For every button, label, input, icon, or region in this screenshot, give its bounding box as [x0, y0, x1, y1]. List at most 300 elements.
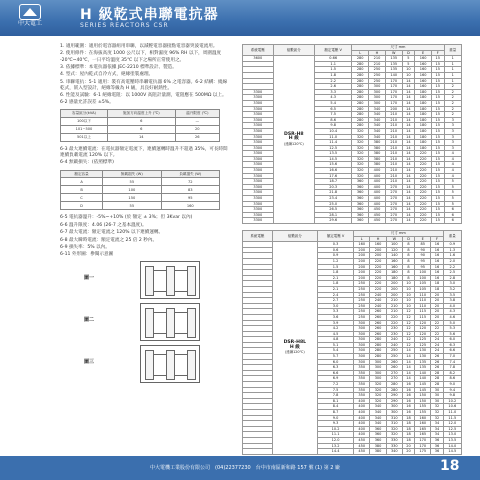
- spec-cell: 4.6: [443, 314, 461, 320]
- spec-cell: 36: [431, 443, 443, 449]
- spec-cell: 3300: [243, 140, 274, 146]
- spec-cell: 300: [386, 410, 402, 416]
- spec-cell: 15: [431, 168, 444, 174]
- spec-cell: 2.4: [318, 292, 354, 298]
- spec-cell: 180: [415, 112, 432, 118]
- diagram-coil: [166, 308, 175, 338]
- spec-cell: 12: [402, 320, 414, 326]
- spec-cell: 14: [402, 354, 414, 360]
- spec-cell: 135: [385, 67, 402, 73]
- spec-header-cell: 尺寸 mm: [352, 45, 444, 51]
- spec-cell: 5.6: [443, 331, 461, 337]
- note-paragraph: 2. 使用條件：在海拔高度 1000 公尺以下，相對濕度 96% RH 以下，周圍溫度 -20℃~40℃，一日平均溫度 35℃ 以下之場所正常使用之。: [60, 51, 222, 63]
- spec-cell: 320: [352, 168, 369, 174]
- spec-cell: 15: [431, 100, 444, 106]
- spec-cell: 320: [370, 398, 386, 404]
- spec-cell: 360: [370, 437, 386, 443]
- spec-cell: 1: [444, 78, 461, 84]
- spec-cell: 380: [369, 140, 386, 146]
- table-cell: 6: [107, 125, 175, 133]
- spec-cell: 240: [386, 337, 402, 343]
- notes-section-2: [60, 147, 230, 167]
- spec-cell: 120: [415, 320, 431, 326]
- spec-cell: 28: [431, 376, 443, 382]
- spec-cell: 300: [354, 331, 370, 337]
- spec-cell: 26.5: [315, 207, 352, 213]
- note-paragraph: 6-5 電抗器溫升：-5%~+10% (於 額定 ± 3%；但 3Kvar 以內): [60, 215, 193, 221]
- spec-cell: 280: [352, 117, 369, 123]
- spec-cell: 15: [431, 201, 444, 207]
- spec-cell: 400: [369, 179, 386, 185]
- spec-cell: 330: [386, 443, 402, 449]
- spec-cell: 240: [370, 298, 386, 304]
- spec-cell: 14: [402, 134, 415, 140]
- spec-cell: 280: [352, 112, 369, 118]
- spec-cell: 360: [352, 190, 369, 196]
- spec-cell: 10: [402, 281, 414, 287]
- spec-cell: 350: [354, 376, 370, 382]
- spec-cell: 280: [352, 100, 369, 106]
- table-row: [61, 202, 220, 210]
- spec-cell: 9.8: [443, 393, 461, 399]
- table-header-row: [61, 109, 220, 117]
- spec-header-cell: 組數區分: [272, 231, 317, 242]
- spec-cell: 340: [370, 421, 386, 427]
- spec-cell: 15: [431, 106, 444, 112]
- spec-cell: 110: [415, 298, 431, 304]
- table-cell: 6: [107, 117, 175, 125]
- diagram-drawing: [140, 345, 200, 383]
- spec-cell: 300: [369, 84, 386, 90]
- spec-cell: 16: [402, 410, 414, 416]
- spec-cell: 250: [354, 292, 370, 298]
- table-cell: D: [61, 202, 103, 210]
- table-cell: 100: [103, 186, 161, 194]
- spec-cell: 180: [415, 123, 432, 129]
- spec-subheader-cell: L: [352, 50, 369, 56]
- spec-cell: 350: [354, 387, 370, 393]
- spec-cell: 160: [415, 78, 432, 84]
- spec-cell: 250: [369, 72, 386, 78]
- spec-cell: 5: [444, 184, 461, 190]
- spec-cell: 220: [415, 201, 432, 207]
- spec-cell: 400: [369, 190, 386, 196]
- spec-cell: 180: [415, 100, 432, 106]
- spec-cell: 5: [444, 190, 461, 196]
- spec-cell: 210: [385, 168, 402, 174]
- spec-cell: 6.3: [318, 365, 354, 371]
- spec-cell: 3300: [243, 218, 274, 224]
- spec-cell: 3300: [243, 184, 274, 190]
- spec-cell: 320: [352, 145, 369, 151]
- spec-cell: 18: [402, 421, 414, 427]
- spec-cell: 7.4: [443, 359, 461, 365]
- spec-subheader-cell: D: [402, 50, 415, 56]
- table-row: [61, 125, 220, 133]
- table-cell: 20: [175, 125, 219, 133]
- spec-cell: 20: [431, 314, 443, 320]
- spec-cell: 6.5: [315, 106, 352, 112]
- spec-cell: 260: [370, 309, 386, 315]
- logo-icon: [19, 4, 41, 20]
- spec-cell: 260: [370, 331, 386, 337]
- spec-cell: 280: [370, 337, 386, 343]
- spec-cell: 380: [369, 145, 386, 151]
- spec-cell: 220: [370, 275, 386, 281]
- spec-cell: 12.5: [315, 145, 352, 151]
- spec-cell: 15.6: [315, 162, 352, 168]
- note-paragraph: 4. 型式：屋內乾式自冷方式，絕緣塗裝處理。: [60, 72, 154, 78]
- table-row: [61, 194, 220, 202]
- spec-cell: 15: [431, 123, 444, 129]
- spec-cell: 15: [431, 72, 444, 78]
- spec-cell: 4.0: [443, 303, 461, 309]
- spec-cell: 8: [402, 258, 414, 264]
- spec-cell: 3300: [243, 196, 274, 202]
- table-cell: B: [61, 186, 103, 194]
- spec-cell: 230: [386, 331, 402, 337]
- spec-cell: 14: [402, 376, 414, 382]
- table-row: [61, 178, 220, 186]
- spec-cell: 250: [354, 314, 370, 320]
- spec-cell: 6.0: [318, 359, 354, 365]
- spec-cell: 260: [386, 365, 402, 371]
- spec-cell: 18: [402, 415, 414, 421]
- spec-cell: 180: [415, 140, 432, 146]
- page-title: H 級乾式串聯電抗器: [80, 7, 219, 23]
- spec-cell: 220: [415, 207, 432, 213]
- spec-cell: 6.6: [443, 348, 461, 354]
- note-paragraph: 3. 依據標準：本電抗器依據 JEC-2210 標準設計、製造。: [60, 64, 177, 70]
- spec-cell: 120: [386, 247, 402, 253]
- spec-cell: 300: [369, 95, 386, 101]
- spec-cell: 220: [415, 173, 432, 179]
- model-name: DSR-H8L: [283, 340, 307, 346]
- spec-cell: 145: [415, 387, 431, 393]
- spec-cell: 14: [402, 201, 415, 207]
- spec-cell: 14: [402, 140, 415, 146]
- spec-cell: 0.6: [318, 247, 354, 253]
- table-header-cell: 施加方向溫度上升 (℃): [107, 109, 175, 117]
- spec-cell: 3300: [243, 173, 274, 179]
- spec-cell: 18: [402, 437, 414, 443]
- spec-cell: 400: [354, 404, 370, 410]
- note-paragraph: 1. 適用範圍：適用於電容器組用串聯，以減輕電容器接點電容器突波電流用。: [60, 44, 218, 49]
- table-cell: 55: [103, 178, 161, 186]
- spec-cell: 115: [415, 314, 431, 320]
- spec-cell: 14: [402, 95, 415, 101]
- spec-cell: 3300: [243, 123, 274, 129]
- spec-cell: 8: [402, 264, 414, 270]
- spec-cell: 15: [431, 218, 444, 224]
- spec-cell: 4: [444, 168, 461, 174]
- spec-cell: 300: [370, 359, 386, 365]
- spec-cell: 26: [431, 365, 443, 371]
- spec-cell: 210: [385, 179, 402, 185]
- spec-cell: 300: [370, 370, 386, 376]
- spec-cell: 15: [431, 145, 444, 151]
- spec-cell: 250: [354, 309, 370, 315]
- spec-subheader-cell: E: [415, 50, 432, 56]
- table-cell: 150: [103, 194, 161, 202]
- spec-cell: 16: [402, 387, 414, 393]
- spec-cell: 280: [370, 342, 386, 348]
- spec-cell: 10.2: [443, 398, 461, 404]
- spec-cell: 320: [386, 432, 402, 438]
- spec-cell: 270: [385, 201, 402, 207]
- spec-cell: 3300: [243, 151, 274, 157]
- spec-cell: 8: [402, 275, 414, 281]
- model-class: H 級: [289, 344, 300, 350]
- spec-cell: 2: [444, 95, 461, 101]
- table-header-cell: 容量區分(kVA): [61, 109, 108, 117]
- model-cell: [272, 242, 317, 455]
- spec-cell: 18.7: [315, 179, 352, 185]
- spec-header-cell: 系統電壓: [243, 45, 274, 56]
- spec-cell: 8.6: [315, 117, 352, 123]
- spec-cell: 280: [352, 72, 369, 78]
- outline-diagram: [60, 345, 230, 385]
- spec-cell: 5: [444, 179, 461, 185]
- spec-cell: 13.0: [443, 432, 461, 438]
- spec-cell: 15: [431, 190, 444, 196]
- spec-cell: 220: [415, 151, 432, 157]
- diagram-coil: [187, 266, 196, 296]
- diagram-coil: [187, 350, 196, 380]
- spec-cell: 340: [369, 128, 386, 134]
- spec-cell: 16: [431, 253, 443, 259]
- spec-cell: 30: [431, 393, 443, 399]
- spec-cell: 210: [385, 140, 402, 146]
- spec-header-cell: 額定電壓 V: [318, 231, 354, 242]
- spec-cell: 360: [370, 432, 386, 438]
- spec-cell: 450: [354, 449, 370, 455]
- spec-cell: 280: [352, 106, 369, 112]
- spec-cell: 10.2: [318, 426, 354, 432]
- spec-cell: 260: [370, 314, 386, 320]
- model-note: (連續120℃): [284, 350, 305, 355]
- spec-cell: 135: [385, 61, 402, 67]
- spec-cell: 1.8: [318, 270, 354, 276]
- spec-cell: 3300: [243, 106, 274, 112]
- spec-cell: 300: [354, 326, 370, 332]
- temperature-table: [60, 109, 220, 142]
- spec-subheader-cell: H: [369, 50, 386, 56]
- spec-cell: 220: [370, 286, 386, 292]
- spec-cell: 34: [431, 426, 443, 432]
- spec-cell: 0.3: [318, 242, 354, 248]
- spec-cell: 320: [352, 173, 369, 179]
- spec-cell: 140: [415, 370, 431, 376]
- spec-cell: 210: [385, 117, 402, 123]
- spec-cell: 15: [431, 212, 444, 218]
- outline-diagram: [60, 261, 230, 301]
- spec-cell: 11.0: [315, 134, 352, 140]
- spec-cell: 360: [352, 196, 369, 202]
- spec-cell: 320: [352, 156, 369, 162]
- spec-cell: 220: [370, 281, 386, 287]
- spec-cell: 90: [415, 253, 431, 259]
- spec-cell: 95: [415, 264, 431, 270]
- spec-cell: 3300: [243, 212, 274, 218]
- spec-cell: 7.2: [318, 382, 354, 388]
- spec-cell: 1.5: [315, 67, 352, 73]
- spec-cell: 10: [402, 298, 414, 304]
- spec-cell: 29.6: [315, 218, 352, 224]
- spec-cell: 165: [415, 432, 431, 438]
- spec-cell: 26: [431, 359, 443, 365]
- spec-cell: 250: [354, 281, 370, 287]
- spec-cell: 15: [431, 56, 444, 62]
- spec-cell: 15: [431, 207, 444, 213]
- spec-cell: 7.0: [443, 354, 461, 360]
- spec-cell: 14: [402, 348, 414, 354]
- diagram-label: 圖二: [84, 316, 95, 323]
- spec-cell: 3300: [243, 112, 274, 118]
- spec-cell: 165: [415, 426, 431, 432]
- spec-cell: 34: [431, 432, 443, 438]
- spec-cell: 15: [431, 117, 444, 123]
- spec-cell: 15: [431, 134, 444, 140]
- spec-cell: 10: [402, 292, 414, 298]
- spec-cell: 15: [431, 128, 444, 134]
- spec-cell: 150: [415, 393, 431, 399]
- spec-cell: 24: [431, 348, 443, 354]
- spec-cell: 450: [369, 212, 386, 218]
- spec-cell: 20: [402, 449, 414, 455]
- spec-cell: 5: [444, 201, 461, 207]
- spec-cell: 5.7: [318, 354, 354, 360]
- spec-cell: 300: [354, 354, 370, 360]
- spec-cell: 1: [444, 67, 461, 73]
- spec-cell: 220: [415, 184, 432, 190]
- spec-cell: 14.0: [443, 443, 461, 449]
- spec-cell: 350: [354, 382, 370, 388]
- spec-cell: 20: [431, 292, 443, 298]
- spec-cell: 34: [431, 421, 443, 427]
- spec-cell: 320: [386, 426, 402, 432]
- spec-cell: 170: [385, 84, 402, 90]
- spec-cell: 12: [402, 309, 414, 315]
- spec-cell: 6.0: [443, 337, 461, 343]
- table-cell: 160: [161, 202, 219, 210]
- spec-cell: 220: [370, 258, 386, 264]
- spec-cell: 8: [402, 270, 414, 276]
- spec-subheader-cell: W: [385, 50, 402, 56]
- spec-cell: 360: [352, 184, 369, 190]
- spec-cell: 28: [431, 370, 443, 376]
- spec-cell: 3.0: [318, 303, 354, 309]
- spec-cell: 15: [431, 89, 444, 95]
- spec-cell: 21.8: [315, 190, 352, 196]
- spec-cell: 2: [444, 100, 461, 106]
- spec-cell: 4.5: [318, 331, 354, 337]
- spec-cell: 400: [354, 432, 370, 438]
- page-header: [0, 0, 480, 36]
- spec-cell: 160: [415, 72, 432, 78]
- spec-cell: 180: [415, 128, 432, 134]
- spec-cell: 0.9: [318, 253, 354, 259]
- spec-cell: 270: [385, 184, 402, 190]
- table-cell: 26: [175, 133, 219, 141]
- spec-cell: 7.8: [443, 365, 461, 371]
- spec-cell: 2: [444, 106, 461, 112]
- spec-cell: 300: [354, 337, 370, 343]
- notes-section-1: [60, 44, 230, 106]
- diagram-coil: [145, 266, 154, 296]
- spec-cell: 15: [431, 156, 444, 162]
- table-row: [61, 117, 220, 125]
- table-cell: —: [175, 117, 219, 125]
- spec-cell: 36: [431, 437, 443, 443]
- spec-cell: 280: [370, 348, 386, 354]
- spec-cell: 135: [415, 359, 431, 365]
- spec-cell: 350: [354, 365, 370, 371]
- spec-cell: 280: [370, 354, 386, 360]
- spec-cell: 180: [415, 145, 432, 151]
- spec-cell: 400: [369, 196, 386, 202]
- spec-cell: 2.7: [318, 298, 354, 304]
- spec-cell: 180: [415, 117, 432, 123]
- spec-cell: 160: [415, 421, 431, 427]
- spec-cell: 340: [370, 410, 386, 416]
- spec-cell: 340: [386, 449, 402, 455]
- spec-cell: 3.3: [315, 89, 352, 95]
- spec-cell: 290: [386, 398, 402, 404]
- spec-cell: 3300: [243, 128, 274, 134]
- note-paragraph: 6-11 外形圖：參閱示意圖: [60, 252, 114, 258]
- spec-cell: 36: [431, 449, 443, 455]
- spec-cell: 14: [402, 212, 415, 218]
- spec-header-cell: 尺寸 mm: [354, 231, 443, 237]
- spec-cell: 14: [402, 179, 415, 185]
- outline-diagrams: [60, 261, 230, 385]
- spec-cell: 24: [431, 342, 443, 348]
- spec-cell: 280: [386, 387, 402, 393]
- spec-cell: 3300: [243, 156, 274, 162]
- spec-header-cell: 系統電壓: [243, 231, 273, 242]
- spec-cell: 160: [370, 242, 386, 248]
- spec-cell: 290: [386, 393, 402, 399]
- note-paragraph: 6-8 最大瞬時電流：額定電流之 25 倍 2 秒內。: [60, 237, 158, 243]
- spec-cell: 23.4: [315, 196, 352, 202]
- spec-cell: 450: [354, 443, 370, 449]
- spec-cell: 400: [354, 410, 370, 416]
- spec-cell: 180: [415, 134, 432, 140]
- page-footer: [0, 456, 480, 480]
- spec-cell: 340: [370, 404, 386, 410]
- spec-cell: 2.5: [443, 270, 461, 276]
- spec-cell: 340: [369, 134, 386, 140]
- spec-cell: 7.5: [318, 387, 354, 393]
- spec-cell: 300: [354, 348, 370, 354]
- spec-cell: 16: [402, 404, 414, 410]
- spec-cell: 260: [370, 320, 386, 326]
- spec-cell: 280: [352, 95, 369, 101]
- spec-cell: 400: [369, 184, 386, 190]
- spec-cell: 3: [444, 145, 461, 151]
- spec-cell: 9.0: [318, 415, 354, 421]
- footer-text: 中大電機工業股份有限公司 (04)22377230 台中市南區新和路 157 號 (1) 第 2 廠: [150, 465, 341, 471]
- spec-cell: 200: [354, 253, 370, 259]
- spec-cell: 340: [370, 415, 386, 421]
- spec-cell: 110: [415, 292, 431, 298]
- spec-cell: 25.0: [315, 201, 352, 207]
- spec-cell: 20: [402, 443, 414, 449]
- spec-cell: 16.6: [315, 168, 352, 174]
- spec-cell: 3.6: [318, 314, 354, 320]
- spec-cell: 4.2: [318, 326, 354, 332]
